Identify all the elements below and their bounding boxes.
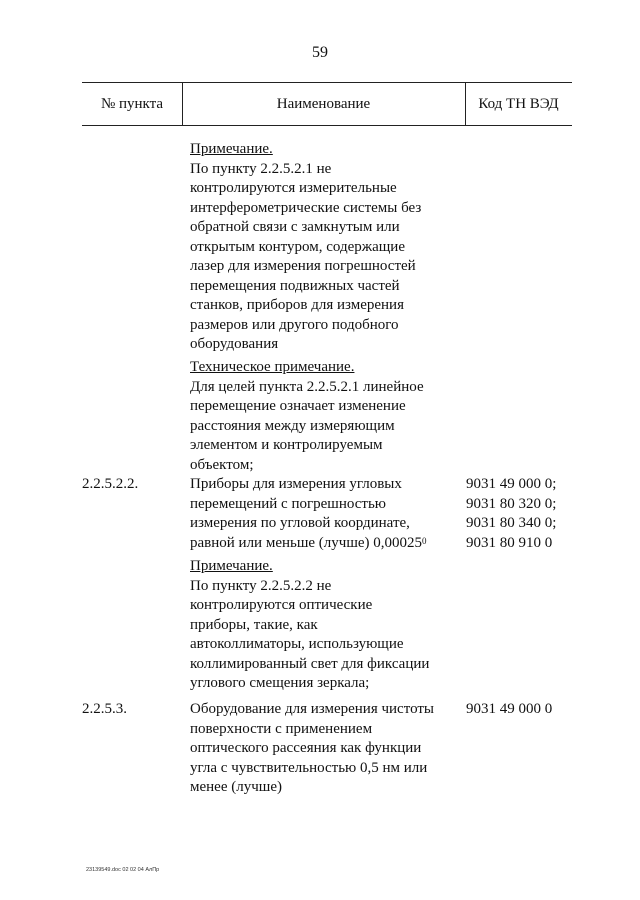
header-code: Код ТН ВЭД [478, 96, 559, 112]
item-line-text: равной или меньше (лучше) 0,00025 [190, 534, 423, 551]
item-codes [466, 700, 552, 720]
note-line: По пункту 2.2.5.2.1 не [190, 160, 332, 177]
tn-ved-code: 9031 80 320 0; [466, 495, 557, 512]
item-line: менее (лучше) [190, 779, 282, 795]
note-line: По пункту 2.2.5.2.2 не [190, 577, 332, 594]
item-line: Приборы для измерения угловых [190, 476, 402, 492]
note-line: автоколлиматоры, использующие [190, 636, 404, 652]
tn-ved-code: 9031 80 340 0; [466, 515, 557, 531]
note-line: контролируются оптические [190, 597, 373, 613]
note-line: приборы, такие, как [190, 616, 318, 633]
item-line: угла с чувствительностью 0,5 нм или [190, 759, 428, 776]
item-line: перемещений с погрешностью [190, 495, 386, 512]
header-name: Наименование [276, 96, 371, 112]
note-title: Примечание. [190, 141, 273, 157]
technical-note [190, 358, 460, 475]
note-line: коллимированный свет для фиксации [190, 655, 430, 672]
item-line: измерения по угловой координате, [190, 515, 410, 531]
item-description [190, 700, 460, 798]
note-line: оборудования [190, 336, 279, 352]
note-1 [190, 140, 460, 355]
note-line: контролируются измерительные [190, 180, 397, 196]
item-line: поверхности с применением [190, 720, 373, 737]
degree-mark: 0 [422, 535, 427, 546]
note-line: обратной связи с замкнутым или [190, 219, 400, 235]
item-description [190, 475, 460, 553]
note-line: перемещение означает изменение [190, 398, 406, 414]
note-title: Примечание. [190, 558, 273, 574]
note-line: станков, приборов для измерения [190, 297, 404, 313]
item-number: 2.2.5.3. [82, 701, 127, 717]
tn-ved-code: 9031 49 000 0 [466, 701, 553, 717]
table-header [82, 82, 572, 126]
note-line: углового смещения зеркала; [190, 675, 370, 691]
note-line: Для целей пункта 2.2.5.2.1 линейное [190, 378, 424, 395]
item-codes [466, 475, 556, 553]
header-item-number: № пункта [100, 96, 164, 112]
tn-ved-code: 9031 49 000 0; [466, 476, 557, 492]
note-line: расстояния между измеряющим [190, 417, 395, 434]
note-line: интерферометрические системы без [190, 199, 422, 216]
item-line [190, 534, 460, 554]
note-2 [190, 557, 460, 694]
item-line: Оборудование для измерения чистоты [190, 701, 434, 717]
item-number: 2.2.5.2.2. [82, 476, 139, 492]
note-line: перемещения подвижных частей [190, 277, 400, 294]
technical-note-title: Техническое примечание. [190, 359, 355, 375]
item-line: оптического рассеяния как функции [190, 740, 422, 756]
note-line: лазер для измерения погрешностей [190, 258, 416, 274]
page-number: 59 [312, 44, 328, 61]
note-line: размеров или другого подобного [190, 316, 399, 333]
note-line: объектом; [190, 456, 254, 473]
note-line: открытым контуром, содержащие [190, 238, 405, 255]
note-line: элементом и контролируемым [190, 437, 383, 453]
footer-file-reference: 23139549.doc 02 02 04 АлПр [86, 867, 160, 873]
tn-ved-code: 9031 80 910 0 [466, 534, 553, 551]
